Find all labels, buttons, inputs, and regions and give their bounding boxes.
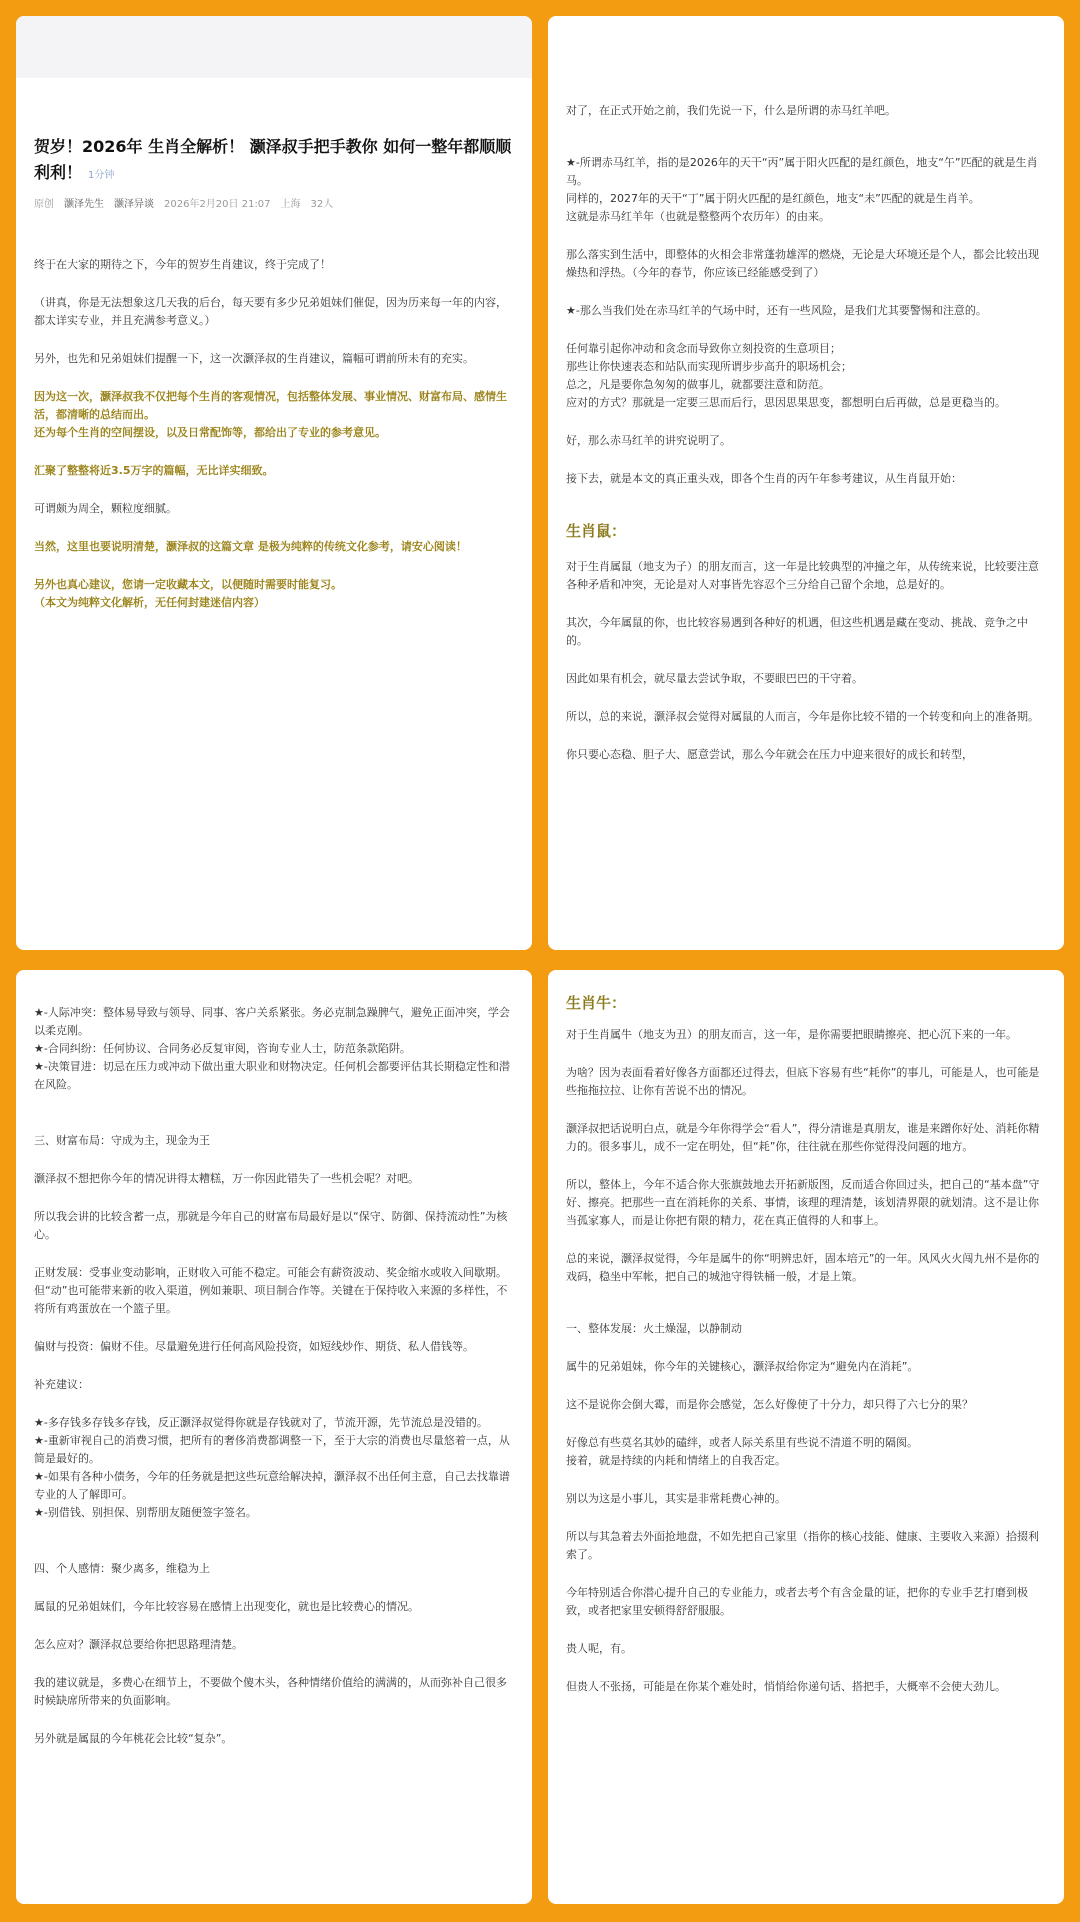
paragraph: 对于生肖属鼠（地支为子）的朋友而言，这一年是比较典型的冲撞之年，从传统来说，比较要注意各种矛盾和冲突，无论是对人对事皆先容忍个三分给自己留个余地，总是好的。 [566, 560, 1039, 591]
article-header-panel [16, 16, 532, 950]
paragraph: 正财发展：受事业变动影响，正财收入可能不稳定。可能会有薪资波动、奖金缩水或收入间歇期。 [34, 1266, 507, 1279]
paragraph: 属牛的兄弟姐妹，你今年的关键核心，灏泽叔给你定为“避免内在消耗”。 [566, 1360, 919, 1373]
paragraph: ★-那么当我们处在赤马红羊的气场中时，还有一些风险，是我们尤其要警惕和注意的。 [566, 304, 987, 317]
channel-name[interactable]: 灏泽异谈 [114, 199, 154, 210]
paragraph: 对于生肖属牛（地支为丑）的朋友而言，这一年，是你需要把眼睛擦亮、把心沉下来的一年。 [566, 1028, 1017, 1041]
reader-count: 32人 [310, 199, 334, 210]
paragraph: 偏财与投资：偏财不佳。尽量避免进行任何高风险投资，如短线炒作、期货、私人借钱等。 [34, 1340, 474, 1353]
highlight-paragraph: 还为每个生肖的空间摆设，以及日常配饰等，都给出了专业的参考意见。 [34, 426, 386, 439]
article-title: 贺岁！2026年 生肖全解析！ 灏泽叔手把手教你 如何一整年都顺顺利利！ 1分钟 [34, 137, 512, 182]
paragraph: 因此如果有机会，就尽量去尝试争取，不要眼巴巴的干守着。 [566, 672, 863, 685]
paragraph: 同样的，2027年的天干“丁”属于阴火匹配的是红颜色，地支“未”匹配的就是生肖羊。 [566, 192, 980, 205]
paragraph: 别以为这是小事儿，其实是非常耗费心神的。 [566, 1492, 786, 1505]
highlight-paragraph: 汇聚了整整将近3.5万字的篇幅，无比详实细致。 [34, 464, 274, 477]
paragraph: 属鼠的兄弟姐妹们，今年比较容易在感情上出现变化，就也是比较费心的情况。 [34, 1600, 419, 1613]
paragraph: 任何靠引起你冲动和贪念而导致你立刻投资的生意项目； [566, 342, 841, 355]
highlight-paragraph: 当然，这里也要说明清楚，灏泽叔的这篇文章 是极为纯粹的传统文化参考，请安心阅读！ [34, 540, 467, 553]
ox-panel [548, 970, 1064, 1904]
paragraph: 但贵人不张扬，可能是在你某个难处时，悄悄给你递句话、搭把手，大概率不会使大劲儿。 [566, 1680, 1006, 1693]
section-heading-rat: 生肖鼠： [566, 522, 627, 540]
paragraph: 补充建议： [34, 1378, 89, 1391]
author-name[interactable]: 灏泽先生 [64, 199, 104, 210]
paragraph: ★-决策冒进：切忌在压力或冲动下做出重大职业和财物决定。任何机会都要评估其长期稳定性和潜在风险。 [34, 1060, 510, 1091]
paragraph: 好，那么赤马红羊的讲究说明了。 [566, 434, 731, 447]
paragraph: 为啥？因为表面看着好像各方面都还过得去，但底下容易有些“耗你”的事儿，可能是人，也可能是些拖拖拉拉、让你有苦说不出的情况。 [566, 1066, 1040, 1097]
paragraph: 所以，整体上，今年不适合你大张旗鼓地去开拓新版图，反而适合你回过头，把自己的“基本盘”守好、擦亮。把那些一直在消耗你的关系、事情，该理的理清楚，该划清界限的就划清。这不是让你当孤家寡人，而是让你把有限的精力，花在真正值得的人和事上。 [566, 1178, 1040, 1227]
paragraph: 今年特别适合你潜心提升自己的专业能力，或者去考个有含金量的证，把你的专业手艺打磨到极致，或者把家里安顿得舒舒服服。 [566, 1586, 1028, 1617]
paragraph: 好像总有些莫名其妙的磕绊，或者人际关系里有些说不清道不明的隔阂。 [566, 1436, 918, 1449]
paragraph: 接下去，就是本文的真正重头戏，即各个生肖的丙午年参考建议，从生肖鼠开始： [566, 472, 962, 485]
subsection-heading: 一、整体发展：火土燥湿，以静制动 [566, 1322, 742, 1335]
paragraph: 所以与其急着去外面抢地盘，不如先把自己家里（指你的核心技能、健康、主要收入来源）拾掇利索了。 [566, 1530, 1039, 1561]
paragraph: 但“动”也可能带来新的收入渠道，例如兼职、项目制合作等。关键在于保持收入来源的多样性，不将所有鸡蛋放在一个篮子里。 [34, 1284, 508, 1315]
paragraph: 灏泽叔把话说明白点，就是今年你得学会“看人”，得分清谁是真朋友，谁是来蹭你好处、消耗你精力的。很多事儿，成不一定在明处，但“耗”你，往往就在那些你觉得没问题的地方。 [566, 1122, 1040, 1153]
paragraph: 你只要心态稳、胆子大、愿意尝试，那么今年就会在压力中迎来很好的成长和转型， [566, 748, 973, 761]
paragraph: ★-所谓赤马红羊，指的是2026年的天干“丙”属于阳火匹配的是红颜色，地支“午”匹配的就是生肖马。 [566, 156, 1038, 187]
original-label: 原创 [34, 199, 54, 210]
section-heading-ox: 生肖牛： [566, 994, 627, 1012]
paragraph: 另外，也先和兄弟姐妹们提醒一下，这一次灏泽叔的生肖建议，篇幅可谓前所未有的充实。 [34, 352, 474, 365]
rat-details-panel [16, 970, 532, 1904]
chima-hongyang-panel [548, 16, 1064, 950]
paragraph: ★-如果有各种小债务，今年的任务就是把这些玩意给解决掉，灏泽叔不出任何主意，自己去找靠谱专业的人了解即可。 [34, 1470, 510, 1501]
read-time-tag: 1分钟 [88, 170, 115, 181]
paragraph: ★-多存钱多存钱多存钱，反正灏泽叔觉得你就是存钱就对了，节流开源，先节流总是没错的。 [34, 1416, 488, 1429]
app-top-bar [16, 16, 532, 78]
paragraph: 怎么应对？灏泽叔总要给你把思路理清楚。 [34, 1638, 243, 1651]
paragraph: 贵人呢，有。 [566, 1642, 632, 1655]
paragraph: 应对的方式？那就是一定要三思而后行，思因思果思变，都想明白后再做，总是更稳当的。 [566, 396, 1006, 409]
paragraph: 对了，在正式开始之前，我们先说一下，什么是所谓的赤马红羊吧。 [566, 104, 896, 117]
paragraph: 可谓颇为周全，颗粒度细腻。 [34, 502, 177, 515]
paragraph: ★-别借钱、别担保、别帮朋友随便签字签名。 [34, 1506, 257, 1519]
paragraph: 那些让你快速表态和站队而实现所谓步步高升的职场机会； [566, 360, 852, 373]
paragraph: ★-合同纠纷：任何协议、合同务必反复审阅，咨询专业人士，防范条款陷阱。 [34, 1042, 411, 1055]
paragraph: 总之，凡是要你急匆匆的做事儿，就都要注意和防范。 [566, 378, 830, 391]
paragraph: 这就是赤马红羊年（也就是整整两个农历年）的由来。 [566, 210, 830, 223]
paragraph: （讲真，你是无法想象这几天我的后台，每天要有多少兄弟姐妹们催促，因为历来每一年的内容，都太详实专业，并且充满参考意义。） [34, 296, 507, 327]
paragraph: 总的来说，灏泽叔觉得，今年是属牛的你“明辨忠奸，固本培元”的一年。风风火火闯九州不是你的戏码，稳坐中军帐，把自己的城池守得铁桶一般，才是上策。 [566, 1252, 1040, 1283]
paragraph: 接着，就是持续的内耗和情绪上的自我否定。 [566, 1454, 786, 1467]
publish-date: 2026年2月20日 21:07 [164, 199, 271, 210]
paragraph: 其次，今年属鼠的你，也比较容易遇到各种好的机遇，但这些机遇是藏在变动、挑战、竞争之中的。 [566, 616, 1028, 647]
paragraph: 那么落实到生活中，即整体的火相会非常蓬勃雄浑的燃烧，无论是大环境还是个人，都会比较出现燥热和浮热。（今年的春节，你应该已经能感受到了） [566, 248, 1039, 279]
publish-location: 上海 [280, 199, 301, 210]
article-meta [34, 195, 516, 210]
paragraph: 灏泽叔不想把你今年的情况讲得太糟糕，万一你因此错失了一些机会呢？对吧。 [34, 1172, 419, 1185]
highlight-paragraph: （本文为纯粹文化解析，无任何封建迷信内容） [34, 596, 265, 609]
paragraph: 我的建议就是，多费心在细节上，不要做个傻木头，各种情绪价值给的满满的，从而弥补自己很多时候缺席所带来的负面影响。 [34, 1676, 507, 1707]
paragraph: 所以，总的来说，灏泽叔会觉得对属鼠的人而言，今年是你比较不错的一个转变和向上的准备期。 [566, 710, 1039, 723]
highlight-paragraph: 因为这一次，灏泽叔我不仅把每个生肖的客观情况，包括整体发展、事业情况、财富布局、感情生活，都清晰的总结而出。 [34, 390, 507, 421]
subsection-heading: 四、个人感情：聚少离多，维稳为上 [34, 1562, 210, 1575]
paragraph: ★-人际冲突：整体易导致与领导、同事、客户关系紧张。务必克制急躁脾气，避免正面冲突，学会以柔克刚。 [34, 1006, 510, 1037]
subsection-heading: 三、财富布局：守成为主，现金为王 [34, 1134, 210, 1147]
paragraph: 终于在大家的期待之下，今年的贺岁生肖建议，终于完成了！ [34, 258, 331, 271]
paragraph: ★-重新审视自己的消费习惯，把所有的奢侈消费都调整一下，至于大宗的消费也尽量悠着一点，从简是最好的。 [34, 1434, 510, 1465]
paragraph: 这不是说你会倒大霉，而是你会感觉，怎么好像使了十分力，却只得了六七分的果？ [566, 1398, 973, 1411]
highlight-paragraph: 另外也真心建议，您请一定收藏本文，以便随时需要时能复习。 [34, 578, 342, 591]
paragraph: 所以我会讲的比较含蓄一点，那就是今年自己的财富布局最好是以“保守、防御、保持流动性”为核心。 [34, 1210, 508, 1241]
paragraph: 另外就是属鼠的今年桃花会比较“复杂”。 [34, 1732, 233, 1745]
